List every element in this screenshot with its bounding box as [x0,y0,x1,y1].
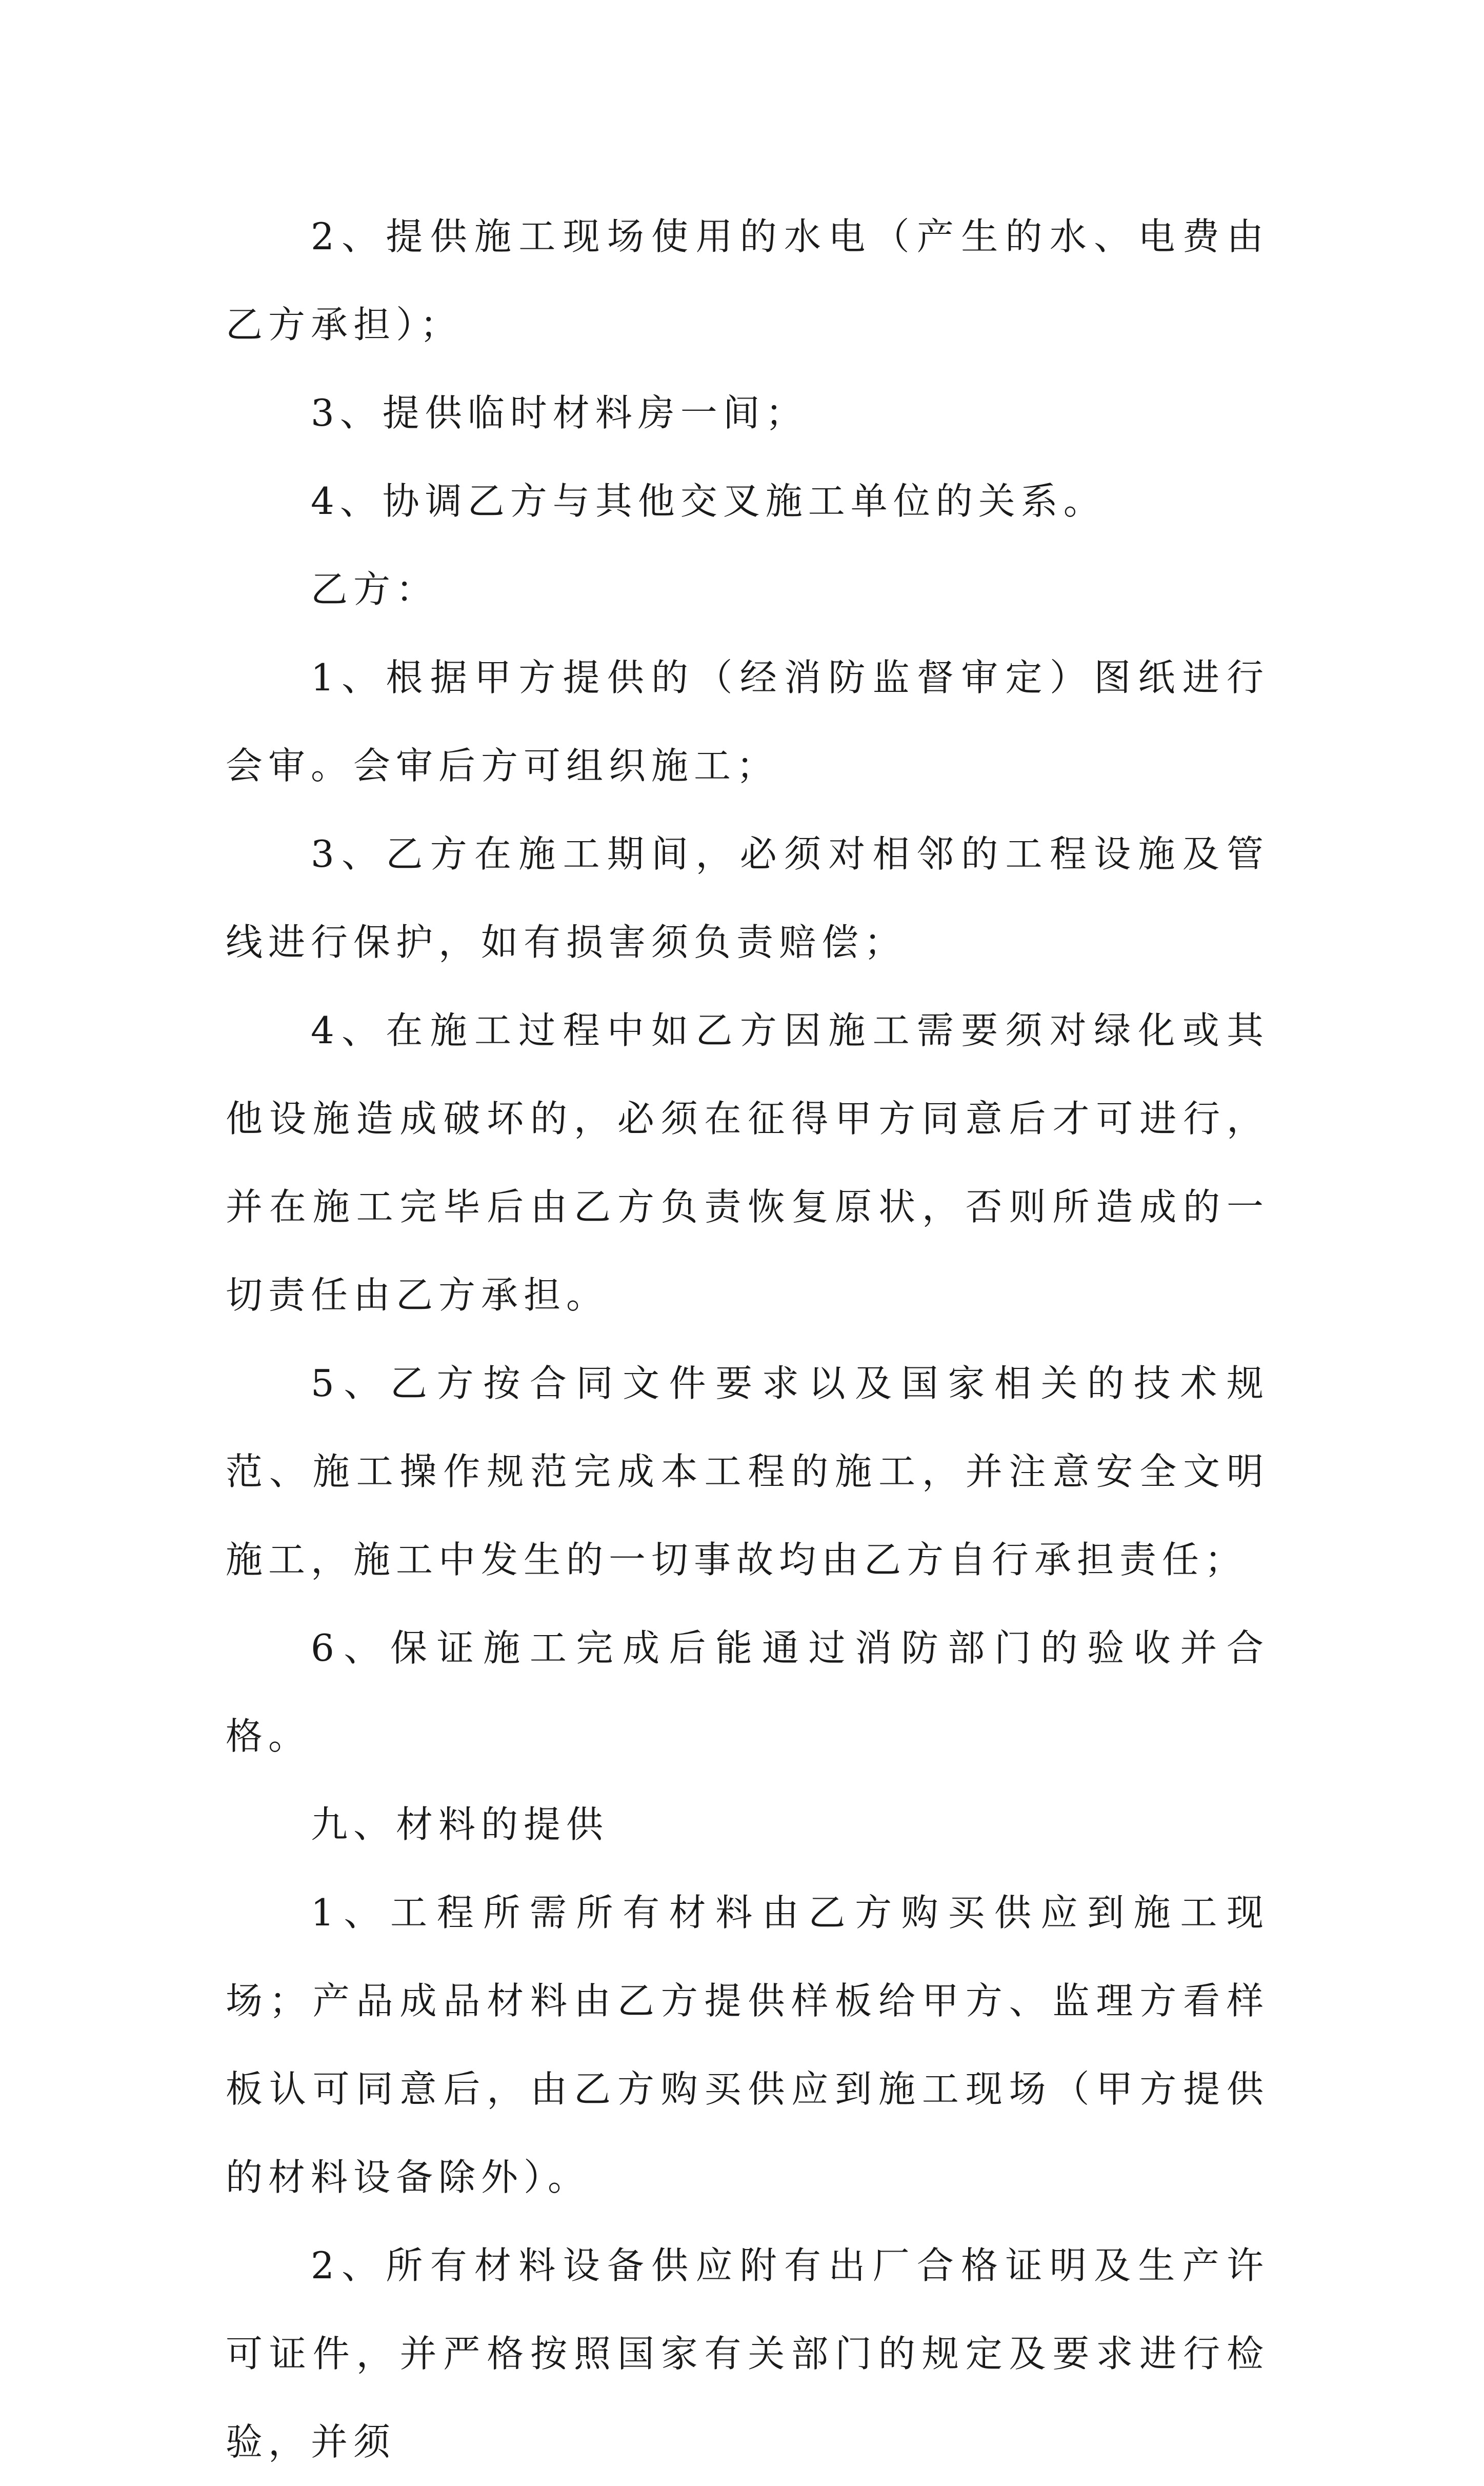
paragraph-item-2-water-electricity: 2、提供施工现场使用的水电（产生的水、电费由乙方承担）； [226,215,1269,346]
paragraph-b-item-5-standards: 5、乙方按合同文件要求以及国家相关的技术规范、施工操作规范完成本工程的施工，并注意安全文明施工，施工中发生的一切事故均由乙方自行承担责任； [226,1362,1269,1581]
paragraph-b-item-3-protection: 3、乙方在施工期间，必须对相邻的工程设施及管线进行保护，如有损害须负责赔偿； [226,832,1269,964]
paragraph-materials-item-1: 1、工程所需所有材料由乙方购买供应到施工现场；产品成品材料由乙方提供样板给甲方、监理方看样板认可同意后，由乙方购买供应到施工现场（甲方提供的材料设备除外）。 [226,1891,1269,2199]
section-heading-materials: 九、材料的提供 [311,1803,609,1846]
paragraph-item-4-coordination: 4、协调乙方与其他交叉施工单位的关系。 [311,480,1106,523]
document-body [226,192,1269,2486]
paragraph-b-item-4-restoration: 4、在施工过程中如乙方因施工需要须对绿化或其他设施造成破坏的，必须在征得甲方同意后才可进行，并在施工完毕后由乙方负责恢复原状，否则所造成的一切责任由乙方承担。 [226,1009,1269,1317]
paragraph-item-3-material-room: 3、提供临时材料房一间； [311,391,808,434]
party-b-heading: 乙方： [311,568,439,611]
paragraph-materials-item-2: 2、所有材料设备供应附有出厂合格证明及生产许可证件，并严格按照国家有关部门的规定及要求进行检验，并须 [226,2244,1269,2463]
paragraph-b-item-6-acceptance: 6、保证施工完成后能通过消防部门的验收并合格。 [226,1626,1269,1758]
paragraph-b-item-1-review: 1、根据甲方提供的（经消防监督审定）图纸进行会审。会审后方可组织施工； [226,656,1269,787]
